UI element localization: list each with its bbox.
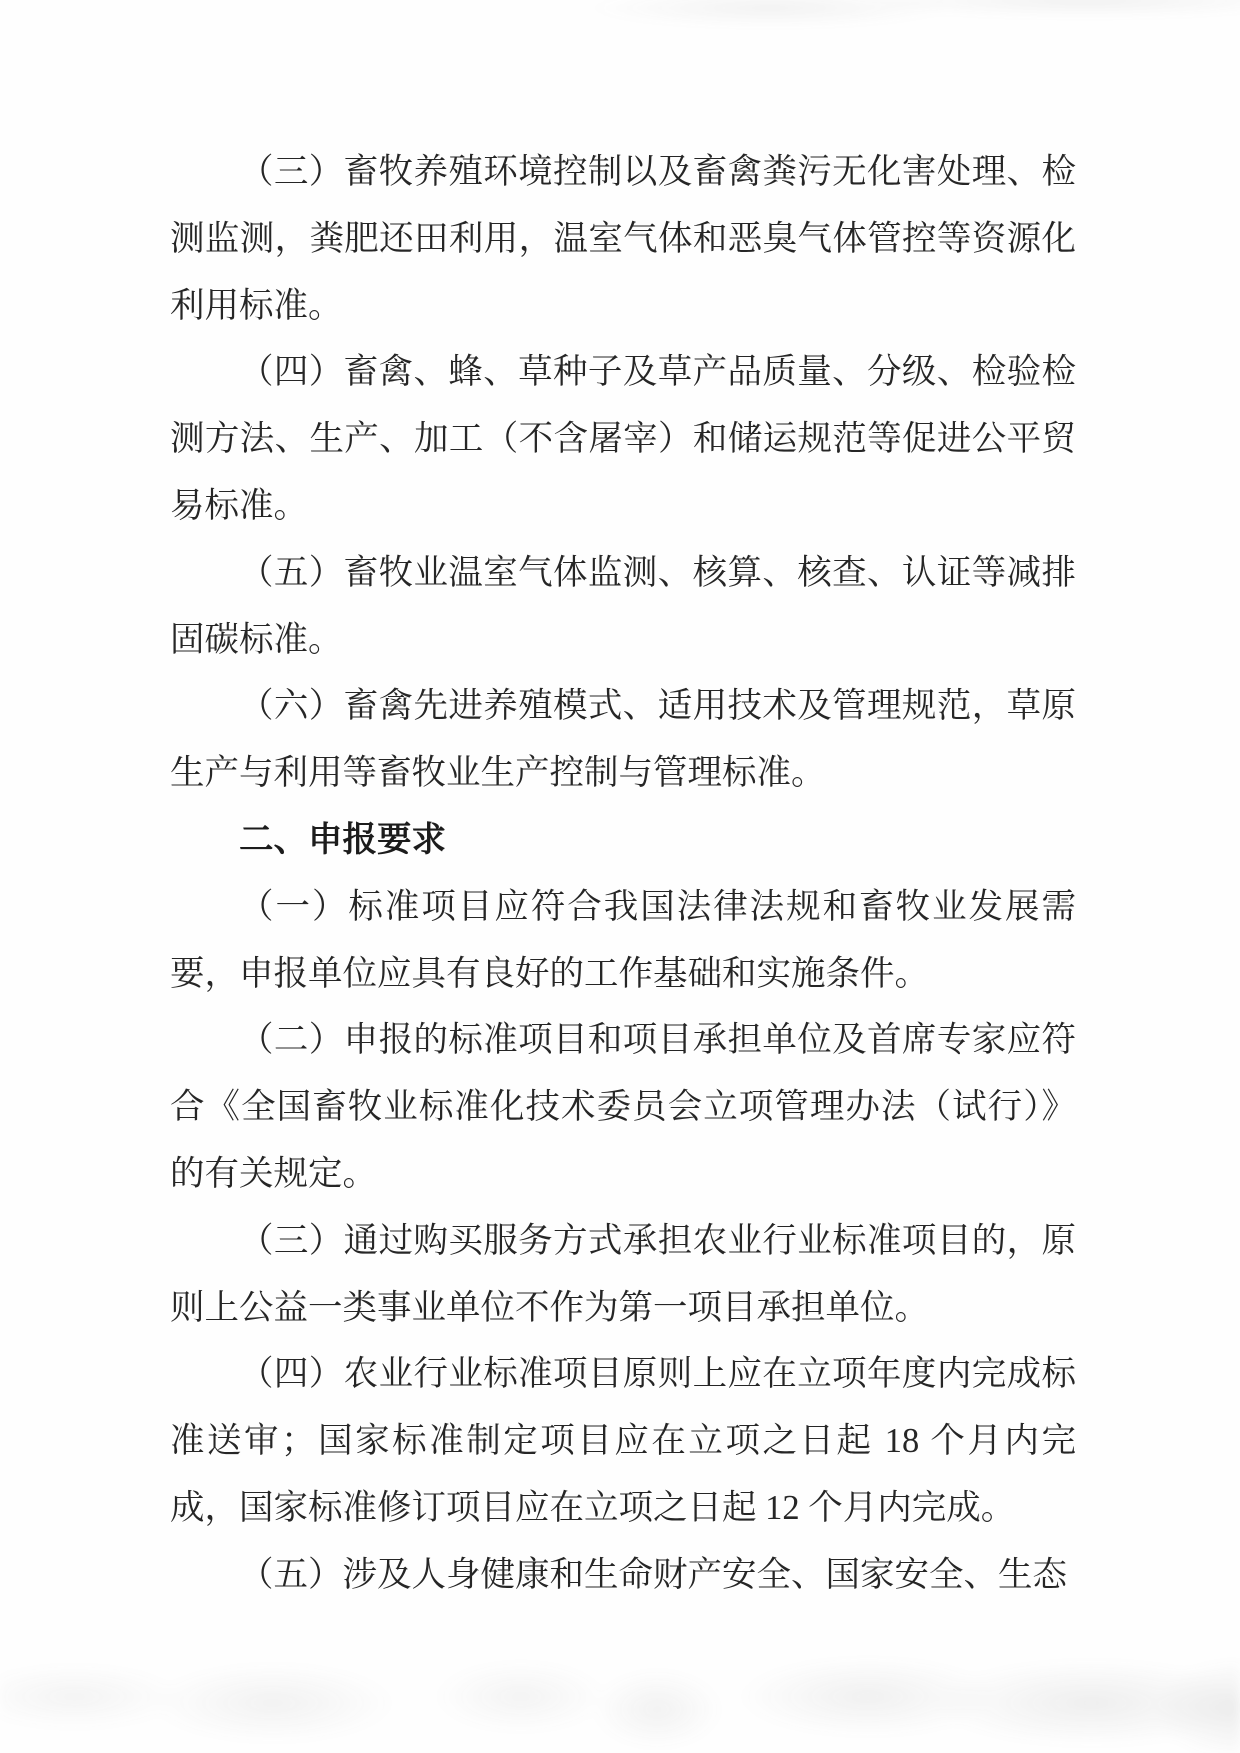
paragraph-requirement-1: （一）标准项目应符合我国法律法规和畜牧业发展需要，申报单位应具有良好的工作基础和实施条件。 [170,887,1076,993]
paragraph-requirement-3: （三）通过购买服务方式承担农业行业标准项目的，原则上公益一类事业单位不作为第一项目承担单位。 [170,1221,1076,1327]
paragraph-requirement-5-truncated: （五）涉及人身健康和生命财产安全、国家安全、生态 [239,1555,1067,1594]
paragraph-production-management-standards: （六）畜禽先进养殖模式、适用技术及管理规范，草原生产与利用等畜牧业生产控制与管理标准。 [170,687,1076,793]
scan-artifact-top [560,0,1240,50]
heading-application-requirements: 二、申报要求 [239,820,446,859]
paragraph-env-control-standards: （三）畜牧养殖环境控制以及畜禽粪污无化害处理、检测监测，粪肥还田利用，温室气体和恶臭气体管控等资源化利用标准。 [170,153,1076,325]
scan-artifact-bottom [0,1628,1240,1753]
paragraph-requirement-4: （四）农业行业标准项目原则上应在立项年度内完成标准送审；国家标准制定项目应在立项之日起 18 个月内完成，国家标准修订项目应在立项之日起 12 个月内完成。 [170,1355,1076,1527]
paragraph-ghg-reduction-standards: （五）畜牧业温室气体监测、核算、核查、认证等减排固碳标准。 [170,553,1076,659]
paragraph-quality-grading-standards: （四）畜禽、蜂、草种子及草产品质量、分级、检验检测方法、生产、加工（不含屠宰）和储运规范等促进公平贸易标准。 [170,353,1076,525]
document-body [170,139,1076,1609]
paragraph-requirement-2: （二）申报的标准项目和项目承担单位及首席专家应符合《全国畜牧业标准化技术委员会立项管理办法（试行）》的有关规定。 [170,1021,1076,1193]
